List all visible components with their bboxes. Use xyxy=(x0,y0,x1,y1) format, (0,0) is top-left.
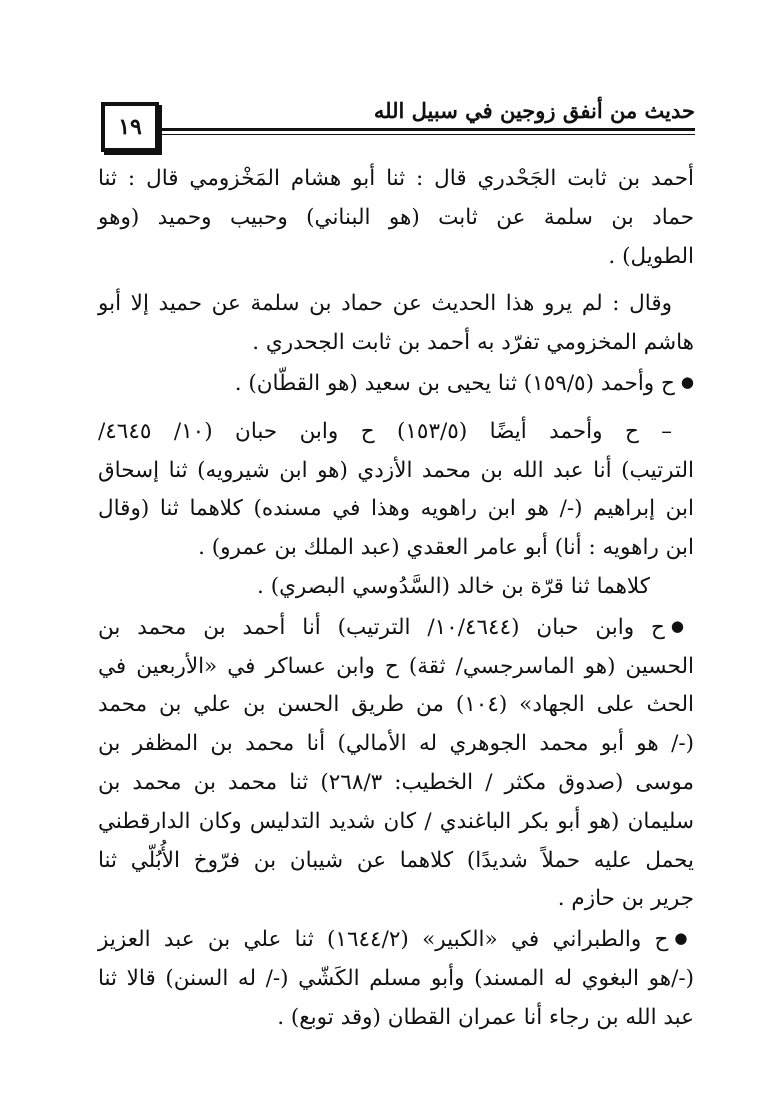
bullet-icon: ● xyxy=(680,372,694,391)
text-line: حماد بن سلمة عن ثابت (هو البناني) وحبيب وحميد (وهو xyxy=(98,204,694,230)
paragraph xyxy=(98,919,694,1037)
text-line: وقال : لم يرو هذا الحديث عن حماد بن سلمة عن حميد إلا أبو xyxy=(98,291,672,317)
page-number: ١٩ xyxy=(101,102,159,152)
header-rule xyxy=(159,128,695,135)
text-line xyxy=(98,607,694,648)
text-line: سليمان (هو أبو بكر الباغندي / كان شديد التدليس وكان الدارقطني xyxy=(98,808,694,834)
paragraph xyxy=(98,160,694,276)
text-line-content: ح والطبراني في «الكبير» (١٦٤٤/٢) ثنا علي بن عبد العزيز xyxy=(98,927,669,953)
running-title: حديث من أنفق زوجين في سبيل الله xyxy=(373,98,695,123)
text-line: عبد الله بن رجاء أنا عمران القطان (وقد توبع) . xyxy=(277,1004,694,1030)
text-line: – ح وأحمد أيضًا (١٥٣/٥) ح وابن حبان (١٠/ ٤٦٤٥/ xyxy=(98,418,672,444)
bullet-icon: ● xyxy=(670,616,695,635)
text-line: الطويل) . xyxy=(608,243,694,269)
text-line: كلاهما ثنا قرّة بن خالد (السَّدُوسي البصري) . xyxy=(257,573,650,599)
page-header xyxy=(95,88,695,158)
paragraph xyxy=(98,285,694,363)
text-line: الحسين (هو الماسرجسي/ ثقة) ح وابن عساكر في «الأربعين في xyxy=(98,653,694,679)
text-line: يحمل عليه حملاً شديدًا) كلاهما عن شيبان بن فرّوخ الأُبُلّي ثنا xyxy=(98,847,694,873)
text-line: أحمد بن ثابت الجَحْدري قال : ثنا أبو هشام المَخْزومي قال : ثنا xyxy=(98,166,694,191)
bullet-icon: ● xyxy=(674,929,694,948)
text-line: ابن إبراهيم (-/ هو ابن راهويه وهذا في مسنده) كلاهما ثنا (وقال xyxy=(98,496,694,522)
text-line: الحث على الجهاد» (١٠٤) من طريق الحسن بن علي بن محمد xyxy=(98,692,694,718)
text-line: (-/ هو أبو محمد الجوهري له الأمالي) أنا محمد بن المظفر بن xyxy=(98,731,694,757)
text-line-content: ح وابن حبان (١٠/٤٦٤٤/ الترتيب) أنا أحمد بن محمد بن xyxy=(98,614,665,640)
text-line: موسى (صدوق مكثر / الخطيب: ٢٦٨/٣) ثنا محمد بن محمد بن xyxy=(98,769,694,795)
text-line xyxy=(98,919,694,960)
text-line: الترتيب) أنا عبد الله بن محمد الأزدي (هو ابن شيرويه) ثنا إسحاق xyxy=(98,457,694,483)
paragraph xyxy=(98,363,694,404)
paragraph xyxy=(98,413,694,568)
text-line: هاشم المخزومي تفرّد به أحمد بن ثابت الجحدري . xyxy=(252,330,694,356)
paragraph xyxy=(98,607,694,919)
paragraph xyxy=(98,568,694,607)
text-line-content: ح وأحمد (١٥٩/٥) ثنا يحيى بن سعيد (هو القطّان) . xyxy=(234,370,675,396)
text-line: (-/هو البغوي له المسند) وأبو مسلم الكَشّي (-/ له السنن) قالا ثنا xyxy=(98,965,694,991)
text-line: ابن راهويه : أنا) أبو عامر العقدي (عبد الملك بن عمرو) . xyxy=(198,535,694,561)
text-line: جرير بن حازم . xyxy=(557,886,694,912)
text-line xyxy=(98,363,694,404)
body-text xyxy=(98,160,694,1038)
